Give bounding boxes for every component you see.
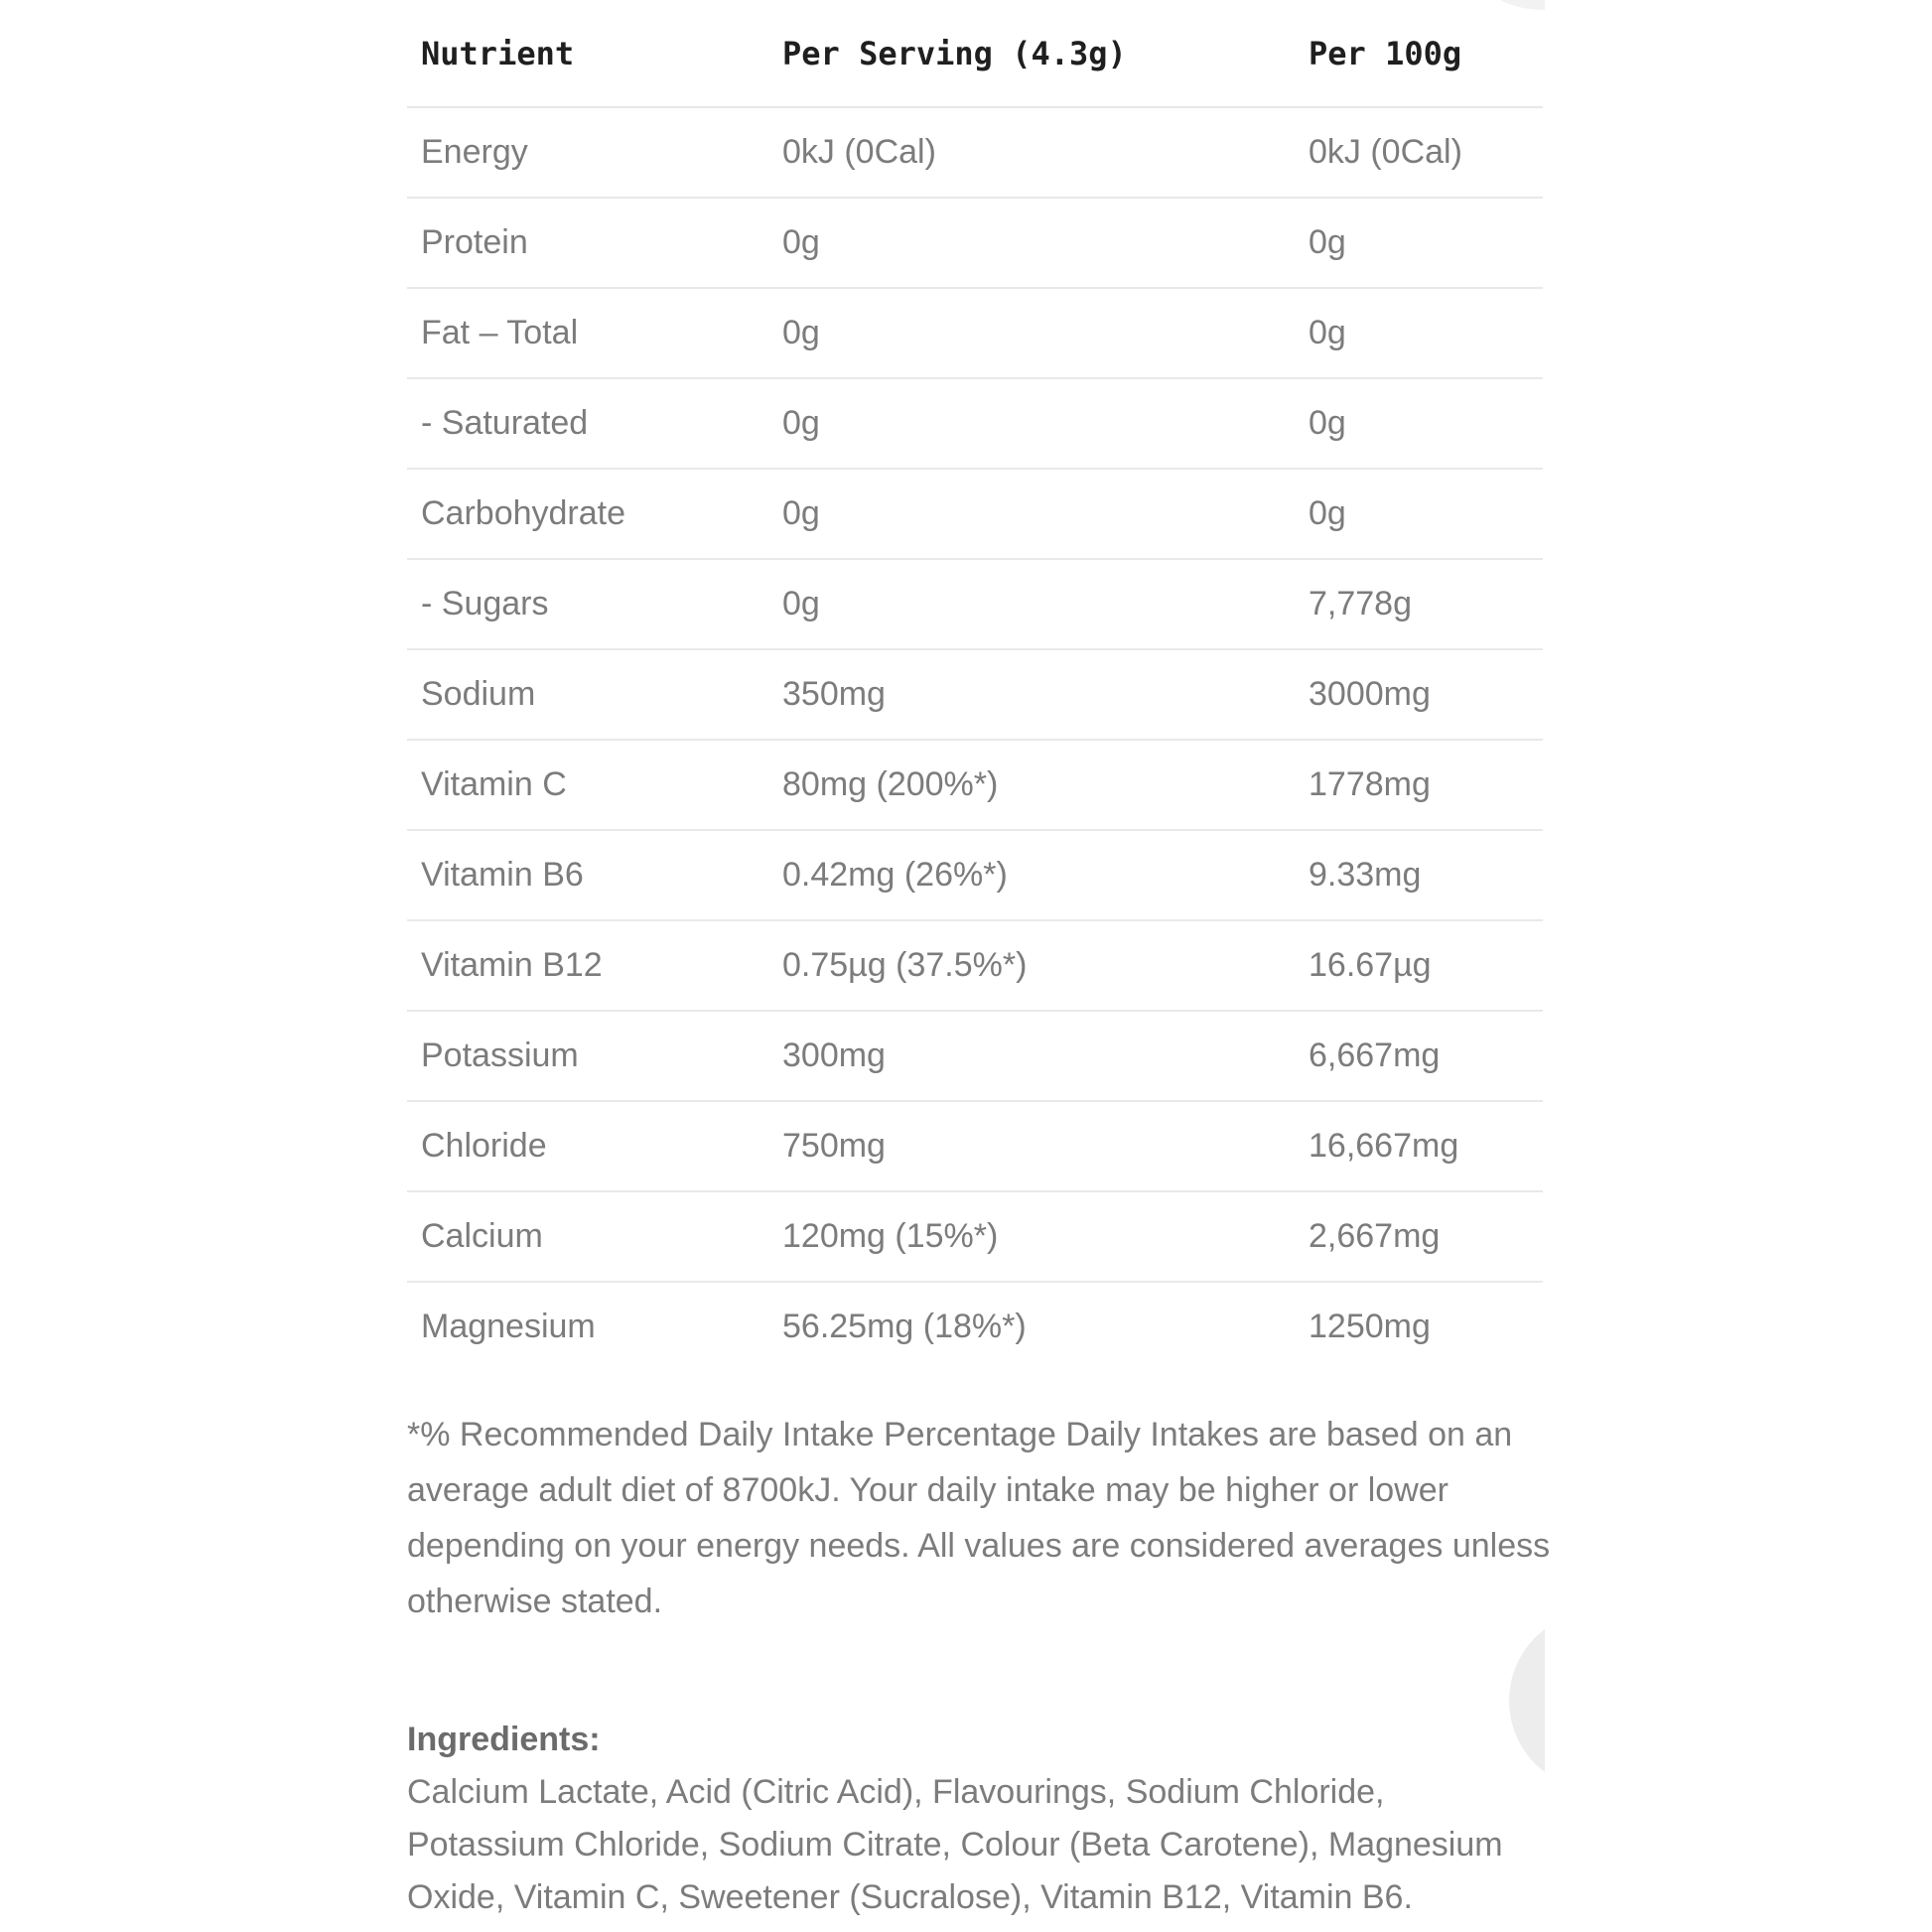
table-header-row (407, 0, 1543, 108)
table-row-calcium (407, 1192, 1543, 1283)
nutrient-label: Carbohydrate (421, 494, 626, 532)
table-row-potassium (407, 1012, 1543, 1102)
per-100g-value: 2,667mg (1309, 1217, 1441, 1255)
per-serving-value: 750mg (782, 1127, 886, 1165)
nutrient-label: Energy (421, 133, 528, 171)
table-row-vitamin-b12 (407, 921, 1543, 1012)
nutrient-label: Magnesium (421, 1308, 596, 1345)
ingredients-section (407, 1714, 1579, 1924)
table-row-sodium (407, 650, 1543, 741)
nutrient-label: Vitamin B12 (421, 946, 603, 984)
nutrient-label: - Sugars (421, 585, 549, 622)
table-row-protein (407, 199, 1543, 289)
table-row-energy (407, 108, 1543, 199)
header-nutrient: Nutrient (421, 34, 575, 72)
nutrient-label: Protein (421, 223, 528, 261)
per-serving-value: 300mg (782, 1036, 886, 1074)
ingredients-heading: Ingredients: (407, 1721, 601, 1758)
per-100g-value: 1250mg (1309, 1308, 1431, 1345)
nutrient-label: - Saturated (421, 404, 589, 442)
table-row-chloride (407, 1102, 1543, 1192)
rdi-footnote (407, 1407, 1579, 1629)
per-serving-value: 350mg (782, 675, 886, 713)
table-row-magnesium (407, 1283, 1543, 1371)
per-100g-value: 0g (1309, 494, 1346, 532)
per-serving-value: 56.25mg (18%*) (782, 1308, 1027, 1345)
per-100g-value: 16,667mg (1309, 1127, 1459, 1165)
per-serving-value: 0.75µg (37.5%*) (782, 946, 1028, 984)
nutrient-label: Sodium (421, 675, 536, 713)
per-serving-value: 0g (782, 404, 820, 442)
table-row-fat-total (407, 289, 1543, 379)
per-100g-value: 6,667mg (1309, 1036, 1441, 1074)
per-serving-value: 0g (782, 494, 820, 532)
per-serving-value: 0kJ (0Cal) (782, 133, 936, 171)
ingredients-line: Calcium Lactate, Acid (Citric Acid), Flavourings, Sodium Chloride, (407, 1773, 1385, 1811)
nutrient-label: Fat – Total (421, 314, 579, 351)
table-row-sugars (407, 560, 1543, 650)
header-per-serving: Per Serving (4.3g) (782, 34, 1127, 72)
nutrition-panel (407, 0, 1543, 1371)
footnote-line: depending on your energy needs. All values are considered averages unless (407, 1527, 1551, 1565)
footnote-line: average adult diet of 8700kJ. Your daily intake may be higher or lower (407, 1471, 1449, 1509)
per-100g-value: 1778mg (1309, 765, 1431, 803)
table-row-carbohydrate (407, 470, 1543, 560)
footnote-line: otherwise stated. (407, 1583, 663, 1620)
ingredients-line: Oxide, Vitamin C, Sweetener (Sucralose), Vitamin B12, Vitamin B6. (407, 1878, 1413, 1916)
per-100g-value: 0g (1309, 404, 1346, 442)
ingredients-line: Potassium Chloride, Sodium Citrate, Colour (Beta Carotene), Magnesium (407, 1826, 1503, 1863)
table-row-saturated (407, 379, 1543, 470)
nutrient-label: Calcium (421, 1217, 543, 1255)
per-100g-value: 0g (1309, 223, 1346, 261)
per-serving-value: 0g (782, 314, 820, 351)
table-row-vitamin-b6 (407, 831, 1543, 921)
per-100g-value: 0kJ (0Cal) (1309, 133, 1462, 171)
footnote-line: *% Recommended Daily Intake Percentage Daily Intakes are based on an (407, 1416, 1513, 1453)
header-per-100g: Per 100g (1309, 34, 1462, 72)
nutrient-label: Vitamin C (421, 765, 567, 803)
per-serving-value: 0g (782, 585, 820, 622)
nutrient-label: Chloride (421, 1127, 547, 1165)
per-serving-value: 0.42mg (26%*) (782, 856, 1008, 894)
per-serving-value: 80mg (200%*) (782, 765, 999, 803)
nutrient-label: Vitamin B6 (421, 856, 584, 894)
per-100g-value: 9.33mg (1309, 856, 1422, 894)
per-100g-value: 7,778g (1309, 585, 1412, 622)
per-serving-value: 0g (782, 223, 820, 261)
nutrient-label: Potassium (421, 1036, 579, 1074)
per-100g-value: 0g (1309, 314, 1346, 351)
per-serving-value: 120mg (15%*) (782, 1217, 999, 1255)
per-100g-value: 3000mg (1309, 675, 1431, 713)
table-row-vitamin-c (407, 741, 1543, 831)
per-100g-value: 16.67µg (1309, 946, 1432, 984)
